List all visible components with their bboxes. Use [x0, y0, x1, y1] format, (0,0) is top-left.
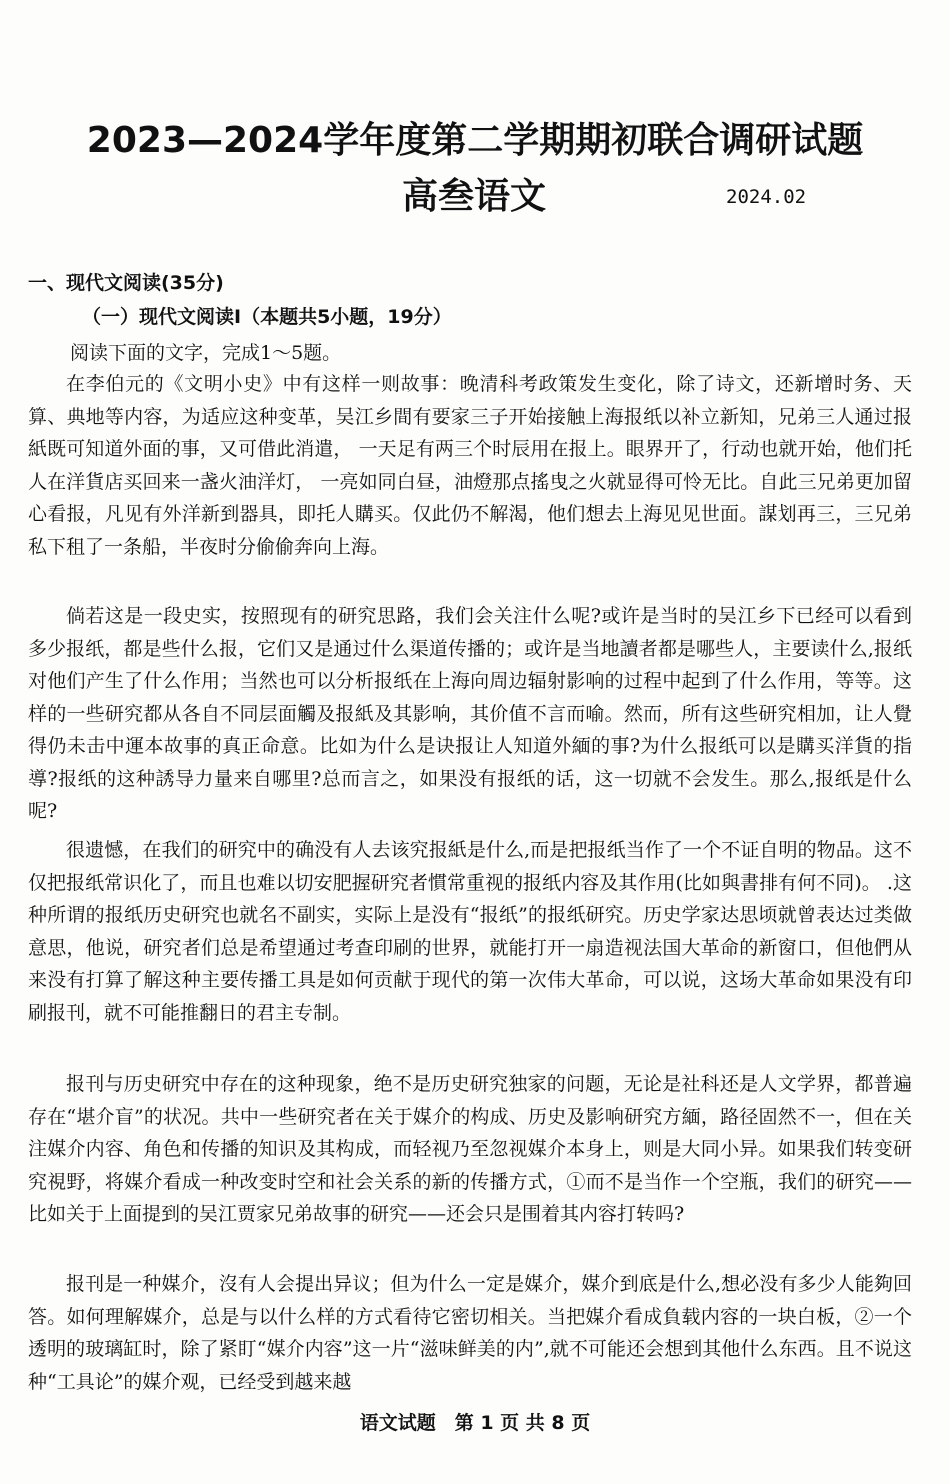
- section-heading: 一、现代文阅读(35分): [28, 272, 224, 294]
- exam-title: 2023—2024学年度第二学期期初联合调研试题: [86, 120, 864, 161]
- exam-date: 2024.02: [726, 186, 807, 208]
- reading-instruction: 阅读下面的文字，完成1～5题。: [70, 342, 342, 364]
- subject-title: 高叁语文: [402, 176, 547, 217]
- paragraph-2: 倘若这是一段史实，按照现有的研究思路，我们会关注什么呢?或许是当时的吴江乡下已经可以看到多少报纸，都是些什么报，它们又是通过什么渠道传播的；或许是当地讀者都是哪些人，主要读什么,报纸对他们产生了什么作用；当然也可以分析报纸在上海向周边辐射影响的过程中起到了什么作用，等等。这样的一些研究都从各自不同层面觸及报紙及其影响，其价值不言而喻。然而，所有这些研究相加，让人覺得仍未击中運本故事的真正命意。比如为什么是诀报让人知道外緬的事?为什么报纸可以是購买洋貨的指導?报纸的这种誘导力量来自哪里?总而言之，如果没有报纸的话，这一切就不会发生。那么,报纸是什么呢?: [28, 605, 912, 822]
- sub-section-heading: （一）现代文阅读I（本题共5小题，19分）: [82, 306, 452, 328]
- page-footer: 语文试题 第 1 页 共 8 页: [359, 1412, 591, 1434]
- paragraph-3: 很遗憾，在我们的研究中的确没有人去该究报紙是什么,而是把报纸当作了一个不证自明的物品。这不仅把报纸常识化了，而且也难以切安肥握研究者慣常重视的报纸内容及其作用(比如與書排有何不同)。 .这种所谓的报纸历史研究也就名不副实，实际上是没有“报纸”的报纸研究。历史学家达思顷就曾表达过类做意思，他说，研究者们总是希望通过考查印刷的世界，就能打开一扇造视法国大革命的新窗口，但他們从来没有打算了解这种主要传播工具是如何贡献于现代的第一次伟大革命，可以说，这场大革命如果没有印刷报刊，就不可能推翻日的君主专制。: [28, 839, 912, 1024]
- paragraph-1: 在李伯元的《文明小史》中有这样一则故事：晚清科考政策发生变化，除了诗文，还新增时务、天算、典地等内容，为适应这种变革，吴江乡間有要家三子开始接触上海报纸以补立新知，兄弟三人通过报紙既可知道外面的事，又可借此消遣， 一天足有两三个时辰用在报上。眼界开了，行动也就开始，他们托人在洋貨店买回来一盏火油洋灯， 一亮如同白昼，油燈那点搖曳之火就显得可怜无比。自此三兄弟更加留心看报，凡见有外洋新到器具，即托人購买。仅此仍不解渴，他们想去上海见见世面。謀划再三，三兄弟私下租了一条船，半夜时分偷偷奔向上海。: [28, 373, 912, 558]
- paragraph-5: 报刊是一种媒介，沒有人会提出异议；但为什么一定是媒介，媒介到底是什么,想必没有多少人能夠回答。如何理解媒介，总是与以什么样的方式看待它密切相关。当把媒介看成負载内容的一块白板，②一个透明的玻璃缸时，除了紧盯“媒介内容”这一片“滋味鲜美的内”,就不可能还会想到其他什么东西。且不说这种“工具论”的媒介观，已经受到越来越: [28, 1273, 912, 1393]
- paragraph-4: 报刊与历史研究中存在的这种现象，绝不是历史研究独家的问题，无论是社科还是人文学界，都普遍存在“堪介盲”的状况。共中一些研究者在关于媒介的构成、历史及影响研究方緬，路径固然不一，但在关注媒介内容、角色和传播的知识及其构成，而轻视乃至忽视媒介本身上，则是大同小异。如果我们转变研究視野，将媒介看成一种改变时空和社会关系的新的传播方式，①而不是当作一个空瓶，我们的研究——比如关于上面提到的吴江贾家兄弟故事的研究——还会只是围着其内容打转吗?: [28, 1073, 912, 1225]
